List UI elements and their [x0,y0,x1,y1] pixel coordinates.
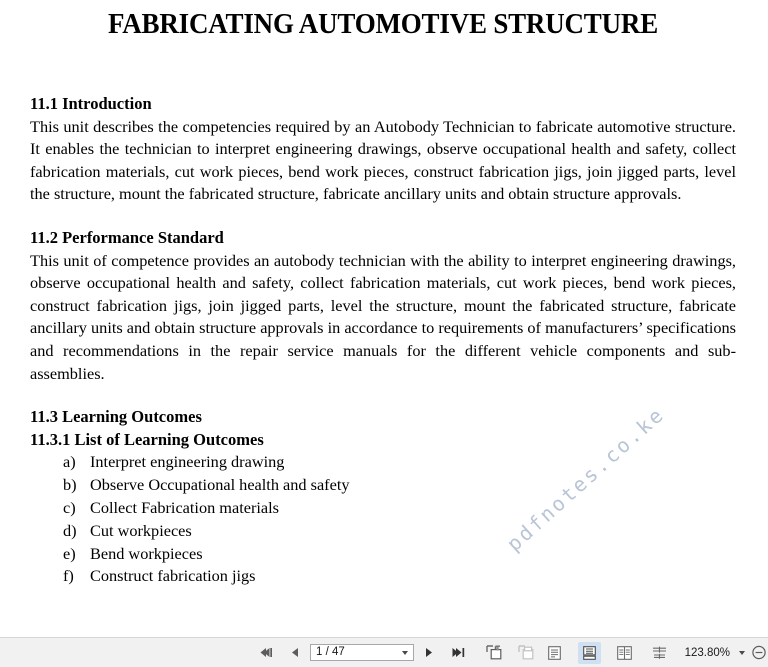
list-item-marker: f) [63,566,74,586]
view-mode-two-page[interactable] [613,642,636,664]
document-title: FABRICATING AUTOMOTIVE STRUCTURE [107,8,659,40]
list-item-marker: c) [63,497,76,517]
page-navigation-group [256,642,536,664]
last-page-button[interactable] [448,642,468,664]
list-item [30,565,736,588]
extract-page-icon[interactable] [484,642,504,664]
learning-outcomes-list [30,451,736,588]
previous-page-button[interactable] [285,642,305,664]
list-item-label: Bend workpieces [90,543,203,563]
view-and-zoom-group [543,642,768,664]
view-mode-two-page-continuous[interactable] [648,642,671,664]
list-item-label: Interpret engineering drawing [90,452,285,472]
zoom-chevron-down-icon[interactable] [739,651,745,655]
section-heading-learning-outcomes: 11.3 Learning Outcomes [30,407,202,427]
section-body-performance-standard: This unit of competence provides an autobody technician with the ability to interpret engineering drawings, observe occupational health and safety, collect fabrication materials, cut work pieces, bend work pieces, construct fabrication jigs, join jigged parts, level the structure, mount the fabricated structure, fabricate ancillary units and obtain structure approvals in accordance to requirements of manufacturers’ specifications and recommendations in the repair service manuals for the different vehicle components and sub-assemblies. [30,250,736,383]
title-spacer [30,39,736,93]
view-mode-single-page[interactable] [543,642,566,664]
view-mode-single-page-continuous[interactable] [578,642,601,664]
page-number-input[interactable] [310,644,414,661]
watermark-text: pdfnotes.co.ke [501,401,670,556]
zoom-out-button[interactable] [750,644,768,662]
list-item-label: Construct fabrication jigs [90,566,256,586]
chevron-down-icon[interactable] [402,651,408,655]
section-subheading-list-of-learning-outcomes: 11.3.1 List of Learning Outcomes [30,429,264,449]
zoom-level-label[interactable]: 123.80% [684,646,730,659]
list-item-label: Observe Occupational health and safety [90,475,350,495]
section-heading-introduction: 11.1 Introduction [30,94,152,113]
list-item-marker: b) [63,475,77,495]
list-item [30,543,736,566]
list-item-label: Collect Fabrication materials [90,497,279,517]
list-item [30,520,736,543]
next-page-button[interactable] [419,642,439,664]
bottom-toolbar [0,637,768,667]
section-body-introduction: This unit describes the competencies required by an Autobody Technician to fabricate automotive structure. It enables the technician to interpret engineering drawings, observe occupational health and safety, collect fabrication materials, cut work pieces, bend work pieces, construct fabrication jigs, join jigged parts, level the structure, mount the fabricated structure, fabricate ancillary units and obtain structure approvals. [30,116,736,204]
section-spacer-1 [30,206,736,227]
list-item-label: Cut workpieces [90,520,192,540]
section-spacer-2 [30,385,736,406]
list-item [30,497,736,520]
list-item [30,451,736,474]
list-item-marker: a) [63,452,76,472]
section-heading-performance-standard: 11.2 Performance Standard [30,227,224,247]
page-number-value: 1 / 47 [316,645,345,658]
first-page-button[interactable] [256,642,276,664]
list-item [30,474,736,497]
list-item-marker: e) [63,543,76,563]
list-item-marker: d) [63,520,77,540]
replace-page-icon[interactable] [516,642,536,664]
